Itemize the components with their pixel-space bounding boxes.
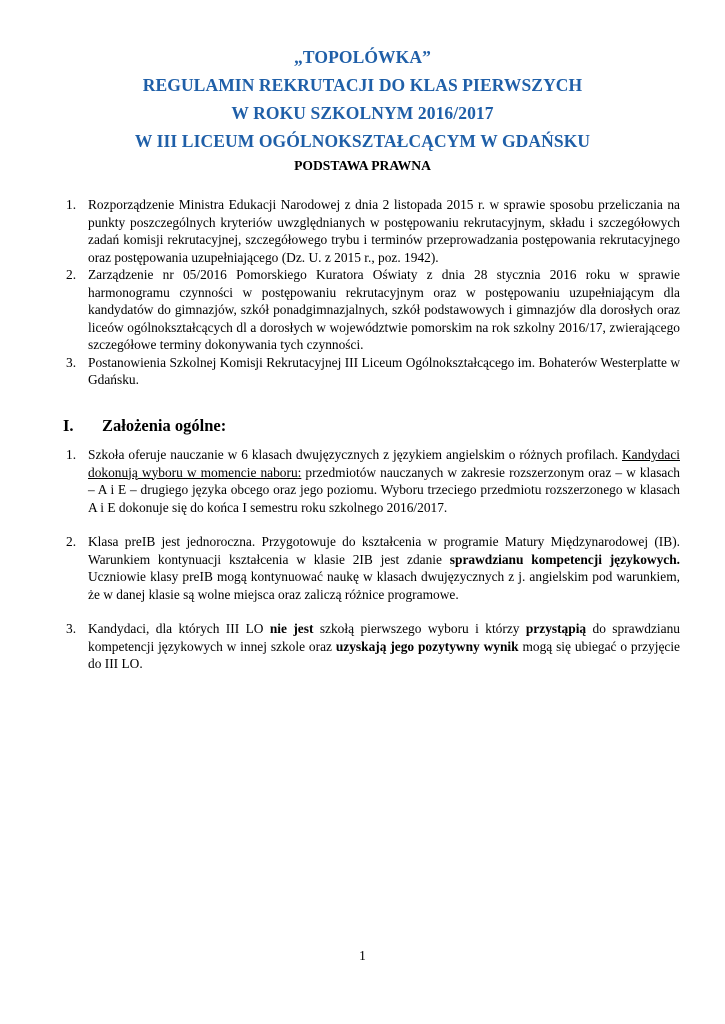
text-segment: Szkoła oferuje nauczanie w 6 klasach dwujęzycznych z językiem angielskim o różnych profilach. — [88, 447, 619, 462]
document-header — [0, 43, 725, 176]
list-item — [66, 533, 680, 603]
underlined-text: Kandydaci dokonują wyboru w momencie naboru: — [88, 447, 680, 480]
title-regulation: REGULAMIN REKRUTACJI DO KLAS PIERWSZYCH — [142, 75, 583, 95]
list-item-text: Zarządzenie nr 05/2016 Pomorskiego Kuratora Oświaty z dnia 28 stycznia 2016 roku w sprawie harmonogramu czynności w postępowaniu rekrutacyjnym oraz w postępowaniu uzupełniającym dla kandydatów do gimnazjów, szkół ponadgimnazjalnych, szkół podstawowych i gimnazjów dla dorosłych oraz liceów ogólnokształcących dl a dorosłych w województwie pomorskim na rok szkolny 2016/17, zwierającego szczegółowe terminy dokonywania tych czynności. — [88, 267, 680, 352]
text-segment: szkołą pierwszego wyboru i którzy — [313, 621, 526, 636]
list-item — [66, 266, 680, 354]
legal-basis-list — [66, 196, 680, 389]
list-item — [66, 196, 680, 266]
list-item-number: 3. — [66, 354, 77, 370]
section-heading — [63, 416, 226, 436]
text-segment: Klasa preIB jest jednoroczna. Przygotowuje do kształcenia w programie Matury Międzynarodowej (IB). Warunkiem kontynuacji kształcenia w klasie 2IB jest zdanie — [88, 534, 680, 567]
bold-text: nie jest — [269, 621, 314, 636]
list-item-text: Rozporządzenie Ministra Edukacji Narodowej z dnia 2 listopada 2015 r. w sprawie sposobu przeliczania na punkty poszczególnych kryteriów uwzględnianych w postępowaniu rekrutacyjnym, składu i szczegółowych zadań komisji rekrutacyjnej, szczegółowego trybu i terminów przeprowadzania postępowania rekrutacyjnego oraz postępowania uzupełniającego (Dz. U. z 2015 r., poz. 1942). — [88, 197, 680, 265]
list-item-text — [88, 620, 680, 673]
title-school: W III LICEUM OGÓLNOKSZTAŁCĄCYM W GDAŃSKU — [134, 131, 591, 151]
text-segment: mogą się ubiegać o przyjęcie do III LO. — [88, 638, 680, 671]
bold-text: uzyskają jego pozytywny wynik — [335, 638, 519, 654]
list-item-number: 2. — [66, 267, 77, 282]
section-number: I. — [63, 416, 74, 435]
general-rules-list — [66, 446, 680, 690]
list-item — [66, 446, 680, 516]
page-number: 1 — [359, 948, 366, 963]
title-school-year: W ROKU SZKOLNYM 2016/2017 — [231, 103, 494, 123]
text-segment: Kandydaci, dla których III LO — [88, 621, 270, 636]
list-item — [66, 354, 680, 389]
subtitle-legal-basis: PODSTAWA PRAWNA — [294, 158, 431, 173]
list-item — [66, 620, 680, 673]
list-item-number: 3. — [66, 621, 77, 636]
text-segment: Uczniowie klasy preIB mogą kontynuować naukę w klasach dwujęzycznych z j. angielskim pod warunkiem, że w danej klasie są wolne miejsca oraz zaliczą różnice programowe. — [88, 569, 680, 602]
bold-text: przystąpią — [525, 621, 587, 636]
text-segment: do sprawdzianu kompetencji językowych w innej szkole oraz — [88, 621, 680, 654]
list-item-text — [88, 533, 680, 603]
section-title: Założenia ogólne: — [102, 416, 227, 435]
list-item-text: Postanowienia Szkolnej Komisji Rekrutacyjnej III Liceum Ogólnokształcącego im. Bohaterów Westerplatte w Gdańsku. — [88, 354, 680, 387]
list-item-number: 2. — [66, 534, 77, 549]
title-school-name: „TOPOLÓWKA” — [294, 47, 431, 67]
bold-text: sprawdzianu kompetencji językowych. — [449, 551, 680, 567]
text-segment: przedmiotów nauczanych w zakresie rozszerzonym oraz – w klasach – A i E – drugiego języka obcego oraz jego poziomu. Wyboru trzeciego przedmiotu rozszerzonego w klasach A i E dokonuje się do końca I semestru roku szkolnego 2016/2017. — [88, 464, 680, 515]
list-item-number: 1. — [66, 197, 77, 212]
list-item-number: 1. — [66, 447, 77, 462]
list-item-text — [88, 446, 680, 516]
